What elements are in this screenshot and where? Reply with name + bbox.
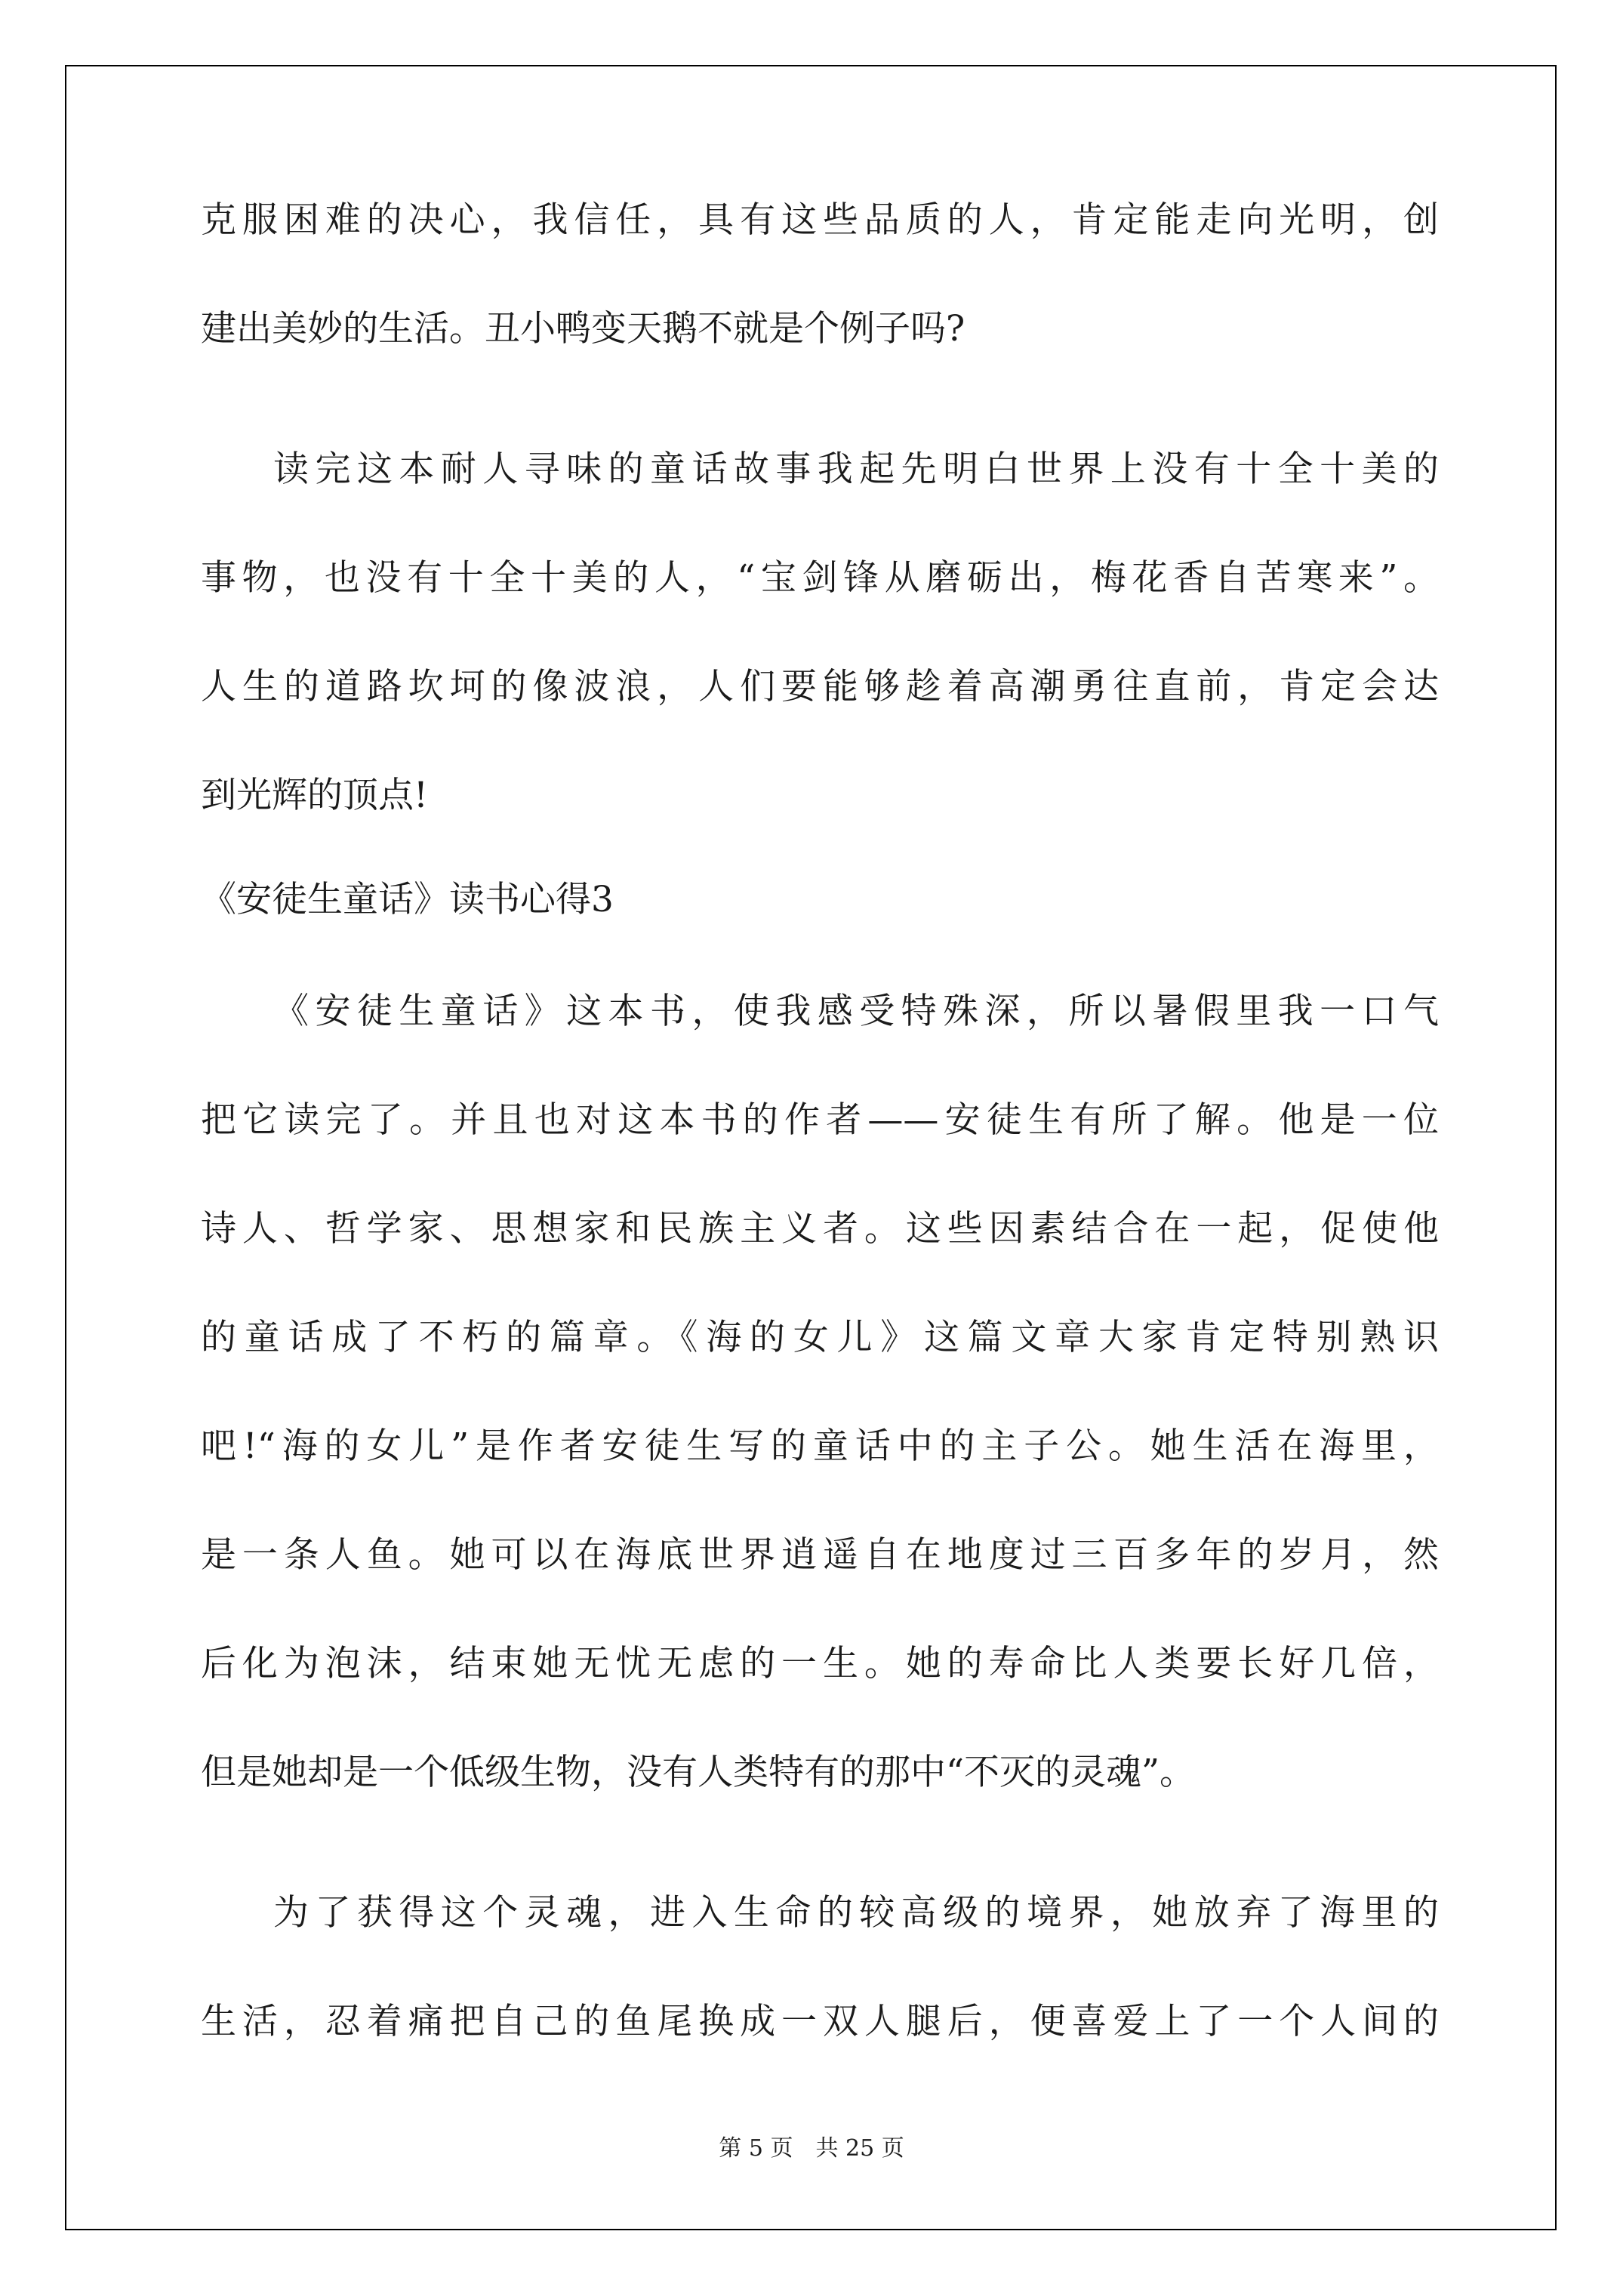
paragraph-line-13: 后化为泡沫，结束她无忧无虑的一生。她的寿命比人类要长好几倍， xyxy=(201,1643,1439,1684)
paragraph-line-4: 事物，也没有十全十美的人，“宝剑锋从磨砺出，梅花香自苦寒来”。 xyxy=(201,557,1439,599)
paragraph-line-9: 诗人、哲学家、思想家和民族主义者。这些因素结合在一起，促使他 xyxy=(201,1208,1439,1250)
paragraph-line-8: 把它读完了。并且也对这本书的作者——安徒生有所了解。他是一位 xyxy=(201,1099,1439,1141)
page-number-footer: 第 5 页 共 25 页 xyxy=(719,2135,904,2162)
paragraph-line-1: 克服困难的决心，我信任，具有这些品质的人，肯定能走向光明，创 xyxy=(201,199,1439,241)
paragraph-line-12: 是一条人鱼。她可以在海底世界逍遥自在地度过三百多年的岁月，然 xyxy=(201,1534,1439,1576)
paragraph-line-6: 到光辉的顶点! xyxy=(201,775,428,816)
paragraph-line-10: 的童话成了不朽的篇章。《海的女儿》这篇文章大家肯定特别熟识 xyxy=(201,1317,1439,1358)
paragraph-line-11: 吧!“海的女儿”是作者安徒生写的童话中的主子公。她生活在海里， xyxy=(201,1425,1439,1467)
paragraph-line-15: 为了获得这个灵魂，进入生命的较高级的境界，她放弃了海里的 xyxy=(273,1892,1439,1934)
paragraph-line-5: 人生的道路坎坷的像波浪，人们要能够趁着高潮勇往直前，肯定会达 xyxy=(201,666,1439,707)
paragraph-line-16: 生活，忍着痛把自己的鱼尾换成一双人腿后，便喜爱上了一个人间的 xyxy=(201,2001,1439,2042)
paragraph-line-7: 《安徒生童话》这本书，使我感受特殊深，所以暑假里我一口气 xyxy=(273,991,1439,1032)
paragraph-line-3: 读完这本耐人寻味的童话故事我起先明白世界上没有十全十美的 xyxy=(273,448,1439,490)
paragraph-line-2: 建出美妙的生活。丑小鸭变天鹅不就是个例子吗? xyxy=(201,308,965,350)
paragraph-line-14: 但是她却是一个低级生物，没有人类特有的那中“不灭的灵魂”。 xyxy=(201,1752,1196,1793)
section-heading: 《安徒生童话》读书心得3 xyxy=(201,879,614,920)
